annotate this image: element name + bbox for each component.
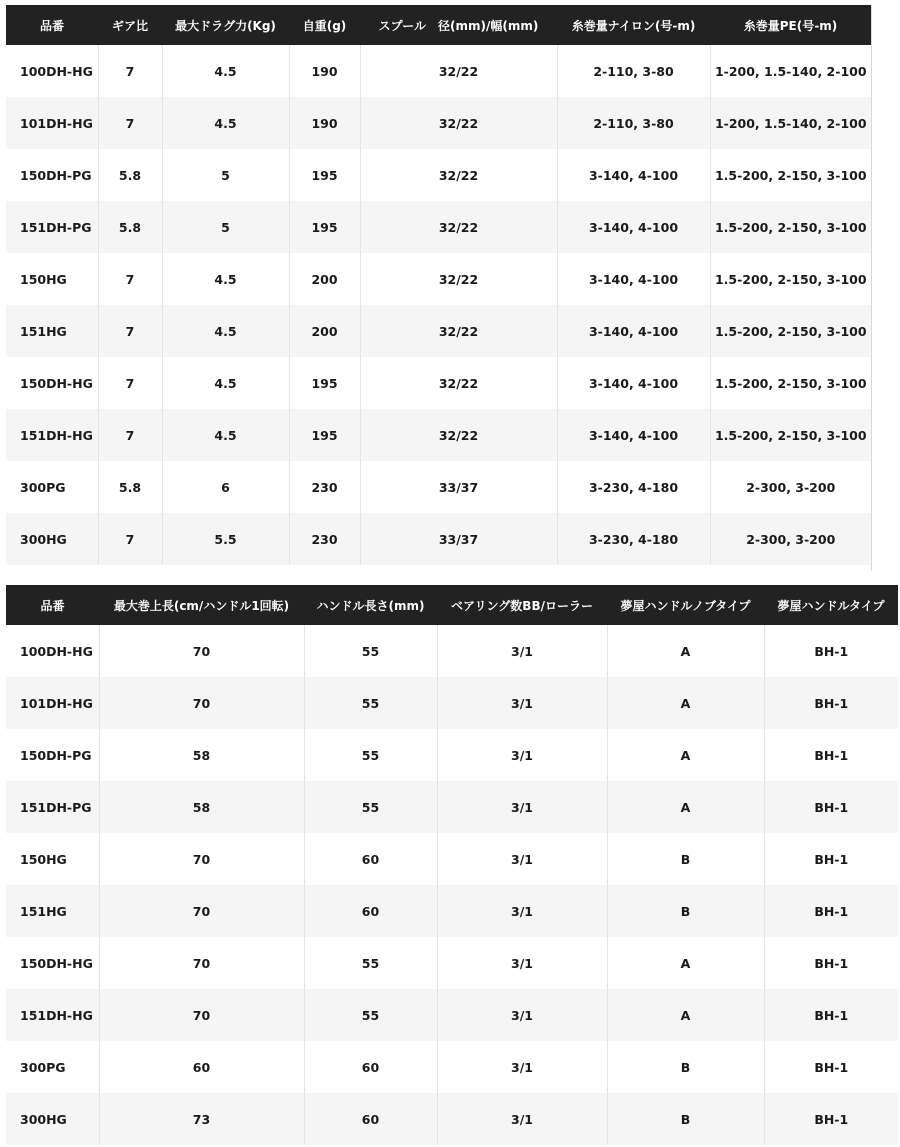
table-cell: 5 bbox=[162, 201, 289, 253]
table-cell: BH-1 bbox=[764, 781, 898, 833]
model-cell: 151HG bbox=[6, 305, 98, 357]
table-cell: 55 bbox=[304, 625, 437, 677]
table-cell: 200 bbox=[289, 305, 360, 357]
model-cell: 150HG bbox=[6, 833, 99, 885]
table-row bbox=[6, 937, 898, 989]
table-row bbox=[6, 1093, 898, 1145]
table-cell: 70 bbox=[99, 833, 304, 885]
table-cell: 190 bbox=[289, 45, 360, 97]
table-cell: BH-1 bbox=[764, 677, 898, 729]
table-cell: 1.5-200, 2-150, 3-100 bbox=[710, 253, 871, 305]
table-cell: 55 bbox=[304, 677, 437, 729]
table-row bbox=[6, 201, 871, 253]
table-cell: 3-140, 4-100 bbox=[557, 201, 710, 253]
table-cell: 3/1 bbox=[437, 885, 607, 937]
table-cell: 1.5-200, 2-150, 3-100 bbox=[710, 149, 871, 201]
table-cell: A bbox=[607, 625, 764, 677]
table-row bbox=[6, 409, 871, 461]
table-cell: B bbox=[607, 885, 764, 937]
table-cell: 32/22 bbox=[360, 149, 557, 201]
table-cell: 7 bbox=[98, 45, 162, 97]
col-header-spool: スプール 径(mm)/幅(mm) bbox=[360, 5, 557, 45]
table-cell: 3-140, 4-100 bbox=[557, 357, 710, 409]
table-cell: 60 bbox=[304, 885, 437, 937]
table-row bbox=[6, 833, 898, 885]
table-cell: 1.5-200, 2-150, 3-100 bbox=[710, 201, 871, 253]
table-row bbox=[6, 357, 871, 409]
model-cell: 100DH-HG bbox=[6, 45, 98, 97]
table-cell: BH-1 bbox=[764, 885, 898, 937]
table-cell: 7 bbox=[98, 253, 162, 305]
table-cell: 1.5-200, 2-150, 3-100 bbox=[710, 357, 871, 409]
model-cell: 150HG bbox=[6, 253, 98, 305]
table-cell: A bbox=[607, 677, 764, 729]
table-cell: B bbox=[607, 1093, 764, 1145]
table-cell: 230 bbox=[289, 513, 360, 565]
table-cell: 5 bbox=[162, 149, 289, 201]
table-cell: 4.5 bbox=[162, 45, 289, 97]
table-cell: 195 bbox=[289, 409, 360, 461]
model-cell: 150DH-PG bbox=[6, 149, 98, 201]
model-cell: 151DH-HG bbox=[6, 989, 99, 1041]
table-cell: 60 bbox=[99, 1041, 304, 1093]
table-cell: 195 bbox=[289, 357, 360, 409]
table-cell: 60 bbox=[304, 1041, 437, 1093]
table-cell: 55 bbox=[304, 729, 437, 781]
model-cell: 150DH-HG bbox=[6, 937, 99, 989]
table-cell: 32/22 bbox=[360, 97, 557, 149]
table-cell: BH-1 bbox=[764, 937, 898, 989]
spec-table-2 bbox=[6, 585, 898, 1145]
table-cell: 3/1 bbox=[437, 677, 607, 729]
col-header-max-drag: 最大ドラグ力(Kg) bbox=[162, 5, 289, 45]
col-header-handle-type: 夢屋ハンドルタイプ bbox=[764, 585, 898, 625]
table-cell: 55 bbox=[304, 781, 437, 833]
table-cell: 70 bbox=[99, 677, 304, 729]
model-cell: 300PG bbox=[6, 461, 98, 513]
table-cell: 32/22 bbox=[360, 409, 557, 461]
table-cell: 7 bbox=[98, 97, 162, 149]
model-cell: 100DH-HG bbox=[6, 625, 99, 677]
table-cell: BH-1 bbox=[764, 1041, 898, 1093]
table-cell: 2-300, 3-200 bbox=[710, 513, 871, 565]
table-row bbox=[6, 461, 871, 513]
table-cell: 32/22 bbox=[360, 201, 557, 253]
table-cell: BH-1 bbox=[764, 1093, 898, 1145]
col-header-bearings: ベアリング数BB/ローラー bbox=[437, 585, 607, 625]
table-cell: 3-140, 4-100 bbox=[557, 305, 710, 357]
table-cell: 3-230, 4-180 bbox=[557, 461, 710, 513]
table-cell: 3/1 bbox=[437, 729, 607, 781]
table-row bbox=[6, 305, 871, 357]
table-row bbox=[6, 149, 871, 201]
model-cell: 150DH-PG bbox=[6, 729, 99, 781]
table-cell: 4.5 bbox=[162, 253, 289, 305]
table-row bbox=[6, 513, 871, 565]
table-cell: 1.5-200, 2-150, 3-100 bbox=[710, 305, 871, 357]
table-cell: BH-1 bbox=[764, 729, 898, 781]
table-cell: 32/22 bbox=[360, 253, 557, 305]
col-header-gear-ratio: ギア比 bbox=[98, 5, 162, 45]
table-header-row bbox=[6, 585, 898, 625]
table-cell: 3-140, 4-100 bbox=[557, 409, 710, 461]
table-cell: 58 bbox=[99, 781, 304, 833]
table-header-row bbox=[6, 5, 871, 45]
table-cell: 5.5 bbox=[162, 513, 289, 565]
table-cell: 195 bbox=[289, 201, 360, 253]
table-cell: 3-230, 4-180 bbox=[557, 513, 710, 565]
model-cell: 151DH-PG bbox=[6, 201, 98, 253]
table-cell: A bbox=[607, 989, 764, 1041]
table-row bbox=[6, 1041, 898, 1093]
table-cell: 7 bbox=[98, 305, 162, 357]
table-cell: B bbox=[607, 1041, 764, 1093]
table-cell: BH-1 bbox=[764, 989, 898, 1041]
col-header-max-retrieve: 最大巻上長(cm/ハンドル1回転) bbox=[99, 585, 304, 625]
table-cell: 7 bbox=[98, 409, 162, 461]
model-cell: 300PG bbox=[6, 1041, 99, 1093]
col-header-model: 品番 bbox=[6, 585, 99, 625]
model-cell: 151DH-PG bbox=[6, 781, 99, 833]
col-header-pe-capacity: 糸巻量PE(号-m) bbox=[710, 5, 871, 45]
col-header-weight: 自重(g) bbox=[289, 5, 360, 45]
table-cell: 32/22 bbox=[360, 357, 557, 409]
table-row bbox=[6, 253, 871, 305]
table-cell: 33/37 bbox=[360, 461, 557, 513]
col-header-handle-length: ハンドル長さ(mm) bbox=[304, 585, 437, 625]
table-row bbox=[6, 729, 898, 781]
model-cell: 150DH-HG bbox=[6, 357, 98, 409]
table-cell: 70 bbox=[99, 937, 304, 989]
table-cell: 3/1 bbox=[437, 1093, 607, 1145]
table-cell: 70 bbox=[99, 989, 304, 1041]
table-cell: 5.8 bbox=[98, 201, 162, 253]
col-header-model: 品番 bbox=[6, 5, 98, 45]
table-cell: 1-200, 1.5-140, 2-100 bbox=[710, 97, 871, 149]
table-1-edge bbox=[871, 5, 872, 571]
table-cell: 195 bbox=[289, 149, 360, 201]
table-cell: 3/1 bbox=[437, 1041, 607, 1093]
spec-table-1 bbox=[6, 5, 871, 565]
table-cell: 2-300, 3-200 bbox=[710, 461, 871, 513]
table-cell: 190 bbox=[289, 97, 360, 149]
model-cell: 300HG bbox=[6, 513, 98, 565]
table-cell: 32/22 bbox=[360, 305, 557, 357]
table-cell: 7 bbox=[98, 357, 162, 409]
table-cell: 3/1 bbox=[437, 833, 607, 885]
table-cell: 60 bbox=[304, 833, 437, 885]
table-cell: 4.5 bbox=[162, 97, 289, 149]
table-cell: 32/22 bbox=[360, 45, 557, 97]
table-row bbox=[6, 677, 898, 729]
table-cell: A bbox=[607, 781, 764, 833]
table-cell: 200 bbox=[289, 253, 360, 305]
model-cell: 151HG bbox=[6, 885, 99, 937]
table-cell: 3/1 bbox=[437, 781, 607, 833]
table-cell: 230 bbox=[289, 461, 360, 513]
table-cell: 3/1 bbox=[437, 937, 607, 989]
table-cell: 70 bbox=[99, 625, 304, 677]
model-cell: 151DH-HG bbox=[6, 409, 98, 461]
table-row bbox=[6, 97, 871, 149]
table-cell: 3-140, 4-100 bbox=[557, 149, 710, 201]
table-cell: 6 bbox=[162, 461, 289, 513]
table-row bbox=[6, 625, 898, 677]
table-cell: B bbox=[607, 833, 764, 885]
table-cell: 4.5 bbox=[162, 305, 289, 357]
table-row bbox=[6, 885, 898, 937]
col-header-knob-type: 夢屋ハンドルノブタイプ bbox=[607, 585, 764, 625]
table-row bbox=[6, 781, 898, 833]
table-cell: 3/1 bbox=[437, 989, 607, 1041]
table-cell: 2-110, 3-80 bbox=[557, 45, 710, 97]
table-cell: 5.8 bbox=[98, 149, 162, 201]
table-row bbox=[6, 45, 871, 97]
table-cell: 1.5-200, 2-150, 3-100 bbox=[710, 409, 871, 461]
table-cell: 55 bbox=[304, 937, 437, 989]
col-header-nylon-capacity: 糸巻量ナイロン(号-m) bbox=[557, 5, 710, 45]
table-cell: 73 bbox=[99, 1093, 304, 1145]
table-cell: 3-140, 4-100 bbox=[557, 253, 710, 305]
table-cell: 3/1 bbox=[437, 625, 607, 677]
table-cell: 60 bbox=[304, 1093, 437, 1145]
table-cell: 1-200, 1.5-140, 2-100 bbox=[710, 45, 871, 97]
table-cell: A bbox=[607, 937, 764, 989]
model-cell: 101DH-HG bbox=[6, 97, 98, 149]
table-cell: 2-110, 3-80 bbox=[557, 97, 710, 149]
table-row bbox=[6, 989, 898, 1041]
table-cell: BH-1 bbox=[764, 833, 898, 885]
table-cell: BH-1 bbox=[764, 625, 898, 677]
table-cell: 4.5 bbox=[162, 409, 289, 461]
table-cell: 70 bbox=[99, 885, 304, 937]
table-cell: 5.8 bbox=[98, 461, 162, 513]
table-cell: 55 bbox=[304, 989, 437, 1041]
table-cell: 4.5 bbox=[162, 357, 289, 409]
model-cell: 300HG bbox=[6, 1093, 99, 1145]
table-cell: 58 bbox=[99, 729, 304, 781]
model-cell: 101DH-HG bbox=[6, 677, 99, 729]
table-cell: 33/37 bbox=[360, 513, 557, 565]
table-cell: A bbox=[607, 729, 764, 781]
table-cell: 7 bbox=[98, 513, 162, 565]
